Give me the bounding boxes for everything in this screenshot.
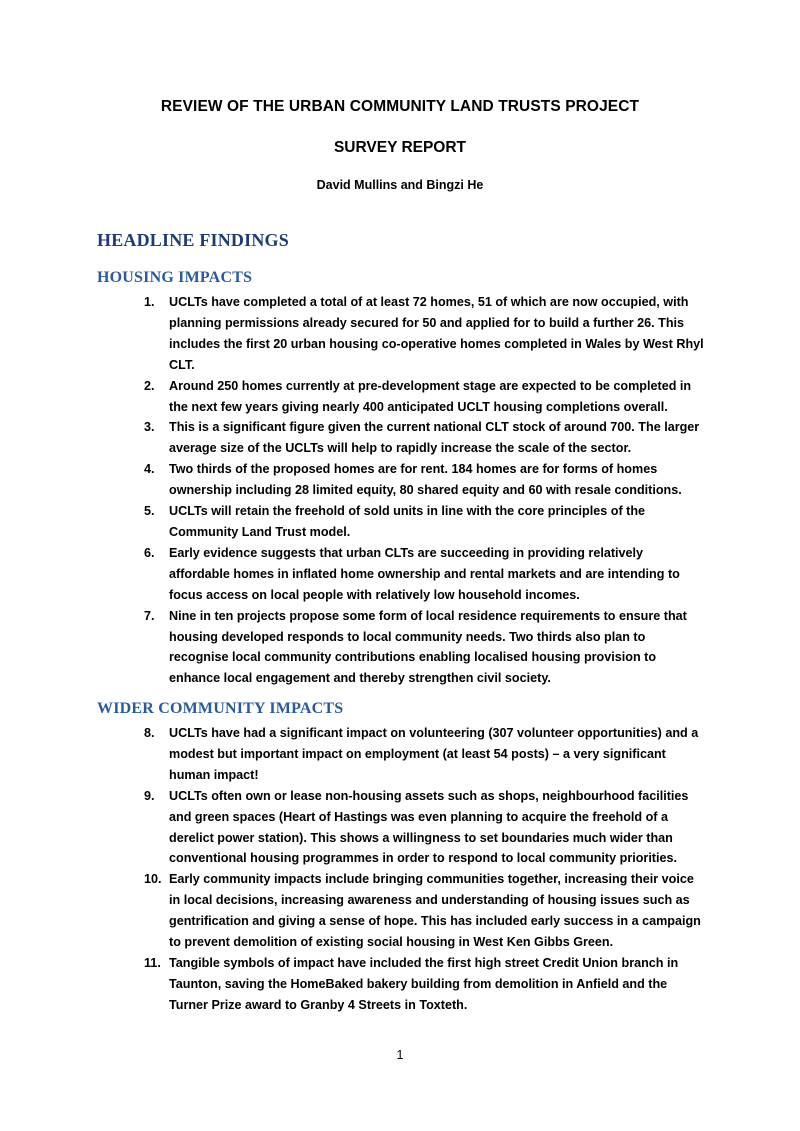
list-item [0, 786, 800, 870]
list-item-text: Tangible symbols of impact have included the first high street Credit Union branch in Taunton, saving the HomeBaked bakery building from demolition in Anfield and the Turner Prize award to Granby 4 Streets in Toxteth. [169, 955, 679, 1012]
list-item-number: 2. [144, 378, 155, 393]
list-item-text: Nine in ten projects propose some form of local residence requirements to ensure that housing developed responds to local community needs. Two thirds also plan to recognise local community contributions enabling localised housing provision to enhance local engagement and thereby strengthen civil society. [169, 608, 687, 686]
list-item-text: UCLTs often own or lease non-housing assets such as shops, neighbourhood facilities and green spaces (Heart of Hastings was even planning to acquire the freehold of a derelict power station). This shows a willingness to set boundaries much wider than conventional housing programmes in order to respond to local community priorities. [169, 788, 689, 866]
list-item-number: 9. [144, 788, 155, 803]
list-item-number: 6. [144, 545, 155, 560]
list-item [0, 869, 800, 953]
list-item-text: UCLTs will retain the freehold of sold units in line with the core principles of the Community Land Trust model. [169, 504, 646, 539]
list-item [0, 501, 800, 543]
document-subtitle: SURVEY REPORT [333, 139, 467, 156]
housing-impacts-heading: HOUSING IMPACTS [97, 269, 253, 286]
wider-community-impacts-list [0, 723, 800, 1016]
list-item-number: 4. [144, 462, 155, 477]
document-title: REVIEW OF THE URBAN COMMUNITY LAND TRUSTS PROJECT [160, 98, 640, 115]
list-item [0, 417, 800, 459]
list-item-number: 10. [144, 872, 162, 887]
housing-impacts-list [0, 292, 800, 689]
list-item [0, 376, 800, 418]
list-item [0, 723, 800, 786]
list-item-text: Early community impacts include bringing communities together, increasing their voice in local decisions, increasing awareness and understanding of housing issues such as gentrification and giving a sense of hope. This has included early success in a campaign to prevent demolition of existing social housing in West Ken Gibbs Green. [169, 872, 701, 950]
list-item-text: Two thirds of the proposed homes are for rent. 184 homes are for forms of homes ownership including 28 limited equity, 80 shared equity and 60 with resale conditions. [169, 462, 682, 498]
list-item [0, 953, 800, 1016]
list-item [0, 606, 800, 690]
list-item-number: 5. [144, 504, 155, 519]
list-item [0, 459, 800, 501]
page-number: 1 [396, 1048, 404, 1062]
list-item-number: 11. [144, 955, 161, 970]
list-item-text: This is a significant figure given the current national CLT stock of around 700. The larger average size of the UCLTs will help to rapidly increase the scale of the sector. [169, 420, 700, 456]
document-authors: David Mullins and Bingzi He [316, 178, 484, 192]
list-item-number: 1. [144, 295, 155, 309]
list-item-number: 8. [144, 726, 155, 740]
wider-community-impacts-heading: WIDER COMMUNITY IMPACTS [97, 700, 344, 717]
list-item [0, 543, 800, 606]
list-item [0, 292, 800, 376]
list-item-number: 7. [144, 608, 155, 623]
list-item-number: 3. [144, 420, 155, 435]
list-item-text: UCLTs have completed a total of at least 72 homes, 51 of which are now occupied, with planning permissions already secured for 50 and applied for to build a further 26. This includes the first 20 urban housing co-operative homes completed in Wales by West Rhyl CLT. [169, 295, 704, 372]
list-item-text: Around 250 homes currently at pre-development stage are expected to be completed in the next few years giving nearly 400 anticipated UCLT housing completions overall. [169, 378, 692, 414]
list-item-text: Early evidence suggests that urban CLTs are succeeding in providing relatively affordable homes in inflated home ownership and rental markets and are intending to focus access on local people with relatively low household incomes. [169, 545, 680, 602]
headline-findings-heading: HEADLINE FINDINGS [97, 230, 289, 250]
list-item-text: UCLTs have had a significant impact on volunteering (307 volunteer opportunities) and a modest but important impact on employment (at least 54 posts) – a very significant human impact! [169, 726, 699, 782]
